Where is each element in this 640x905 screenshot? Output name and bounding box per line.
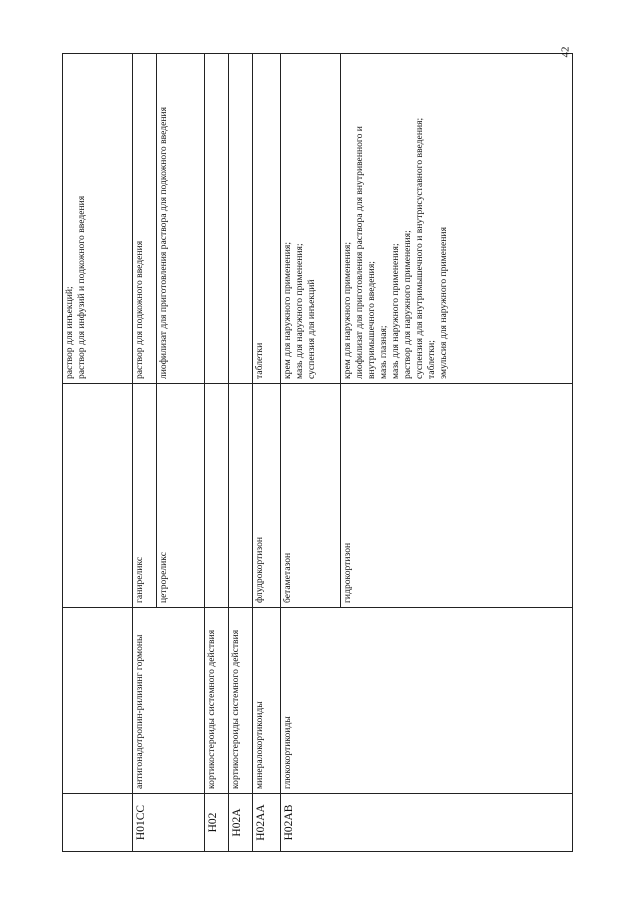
group-cell: кортикостероиды системного действия — [229, 608, 253, 794]
dosage-form-line: суспензия для внутримышечного и внутрисуставного введения; — [413, 117, 425, 379]
atc-code-cell — [63, 794, 133, 852]
atc-code-cell: H01CC — [133, 794, 205, 852]
dosage-form-line: раствор для инфузий и подкожного введения — [75, 195, 87, 379]
dosage-form-line: раствор для инъекций; — [64, 286, 75, 379]
atc-code-cell: H02A — [229, 794, 253, 852]
table-row — [205, 54, 229, 852]
forms-cell — [341, 54, 573, 384]
forms-cell — [253, 54, 281, 384]
table-row — [281, 54, 341, 852]
drug-cell — [229, 384, 253, 608]
table-row — [133, 54, 157, 852]
group-cell: антигонадотропин-рилизинг гормоны — [133, 608, 205, 794]
group-cell: кортикостероиды системного действия — [205, 608, 229, 794]
dosage-form-line: эмульсия для наружного применения — [437, 227, 449, 379]
drug-cell — [205, 384, 229, 608]
atc-code-cell: H02 — [205, 794, 229, 852]
forms-cell — [281, 54, 341, 384]
forms-cell — [133, 54, 157, 384]
dosage-form-line: крем для наружного применения; — [282, 242, 293, 379]
dosage-form-line: раствор для подкожного введения — [134, 240, 145, 379]
forms-cell — [229, 54, 253, 384]
page-number: 42 — [559, 46, 572, 58]
dosage-form-line: таблетки — [254, 342, 265, 379]
drug-cell: ганиреликс — [133, 384, 157, 608]
group-cell: минералокортикоиды — [253, 608, 281, 794]
table-row — [63, 54, 133, 852]
dosage-form-line: лиофилизат для приготовления раствора для внутривенного и внутримышечного введения; — [353, 126, 377, 379]
group-cell: глюкокортикоиды — [281, 608, 573, 794]
table-row — [253, 54, 281, 852]
atc-code-cell: H02AA — [253, 794, 281, 852]
dosage-form-line: раствор для наружного применения; — [401, 230, 413, 379]
dosage-form-line: мазь для наружного применения; — [389, 243, 401, 379]
dosage-form-line: таблетки; — [425, 340, 437, 379]
group-cell — [63, 608, 133, 794]
drug-cell: цетрореликс — [157, 384, 205, 608]
dosage-form-line: крем для наружного применения; — [342, 242, 353, 379]
table-row — [229, 54, 253, 852]
rotated-content — [62, 54, 572, 852]
dosage-form-line: мазь глазная; — [377, 325, 389, 379]
drug-cell: бетаметазон — [281, 384, 341, 608]
drug-cell: гидрокортизон — [341, 384, 573, 608]
forms-cell — [63, 54, 133, 384]
forms-cell — [157, 54, 205, 384]
forms-cell — [205, 54, 229, 384]
drug-cell: флудрокортизон — [253, 384, 281, 608]
dosage-form-line: суспензия для инъекций — [305, 279, 317, 379]
dosage-form-line: лиофилизат для приготовления раствора для подкожного введения — [158, 106, 169, 379]
drug-cell — [63, 384, 133, 608]
drug-table — [62, 53, 573, 852]
atc-code-cell: H02AB — [281, 794, 573, 852]
dosage-form-line: мазь для наружного применения; — [293, 243, 305, 379]
